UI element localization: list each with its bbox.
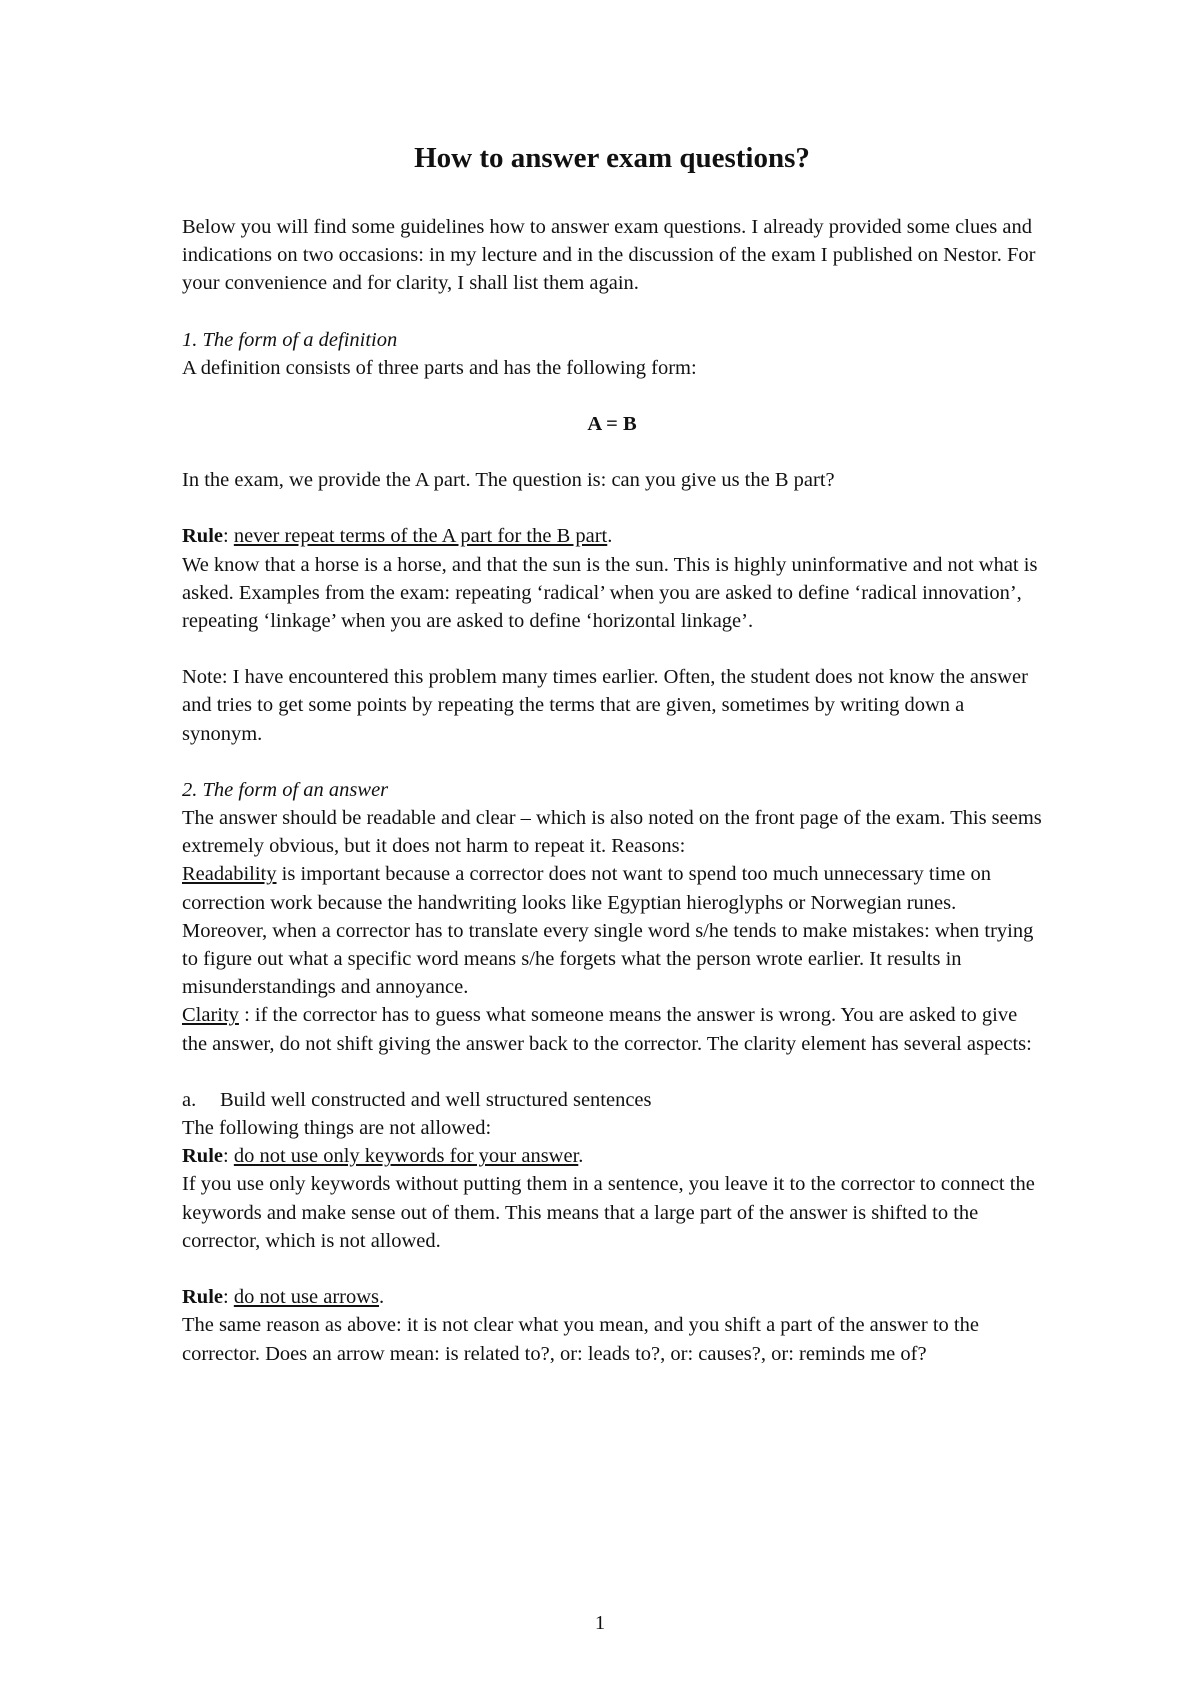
spacer bbox=[182, 298, 1042, 326]
rule-end: . bbox=[607, 525, 613, 548]
readability-label: Readability bbox=[182, 863, 277, 886]
clarity-paragraph bbox=[182, 1001, 1042, 1057]
list-item-a bbox=[182, 1086, 1042, 1114]
section-1-text: A definition consists of three parts and has the following form: bbox=[182, 356, 697, 379]
rule-label: Rule bbox=[182, 525, 223, 548]
readability-paragraph bbox=[182, 860, 1042, 1001]
clarity-label: Clarity bbox=[182, 1004, 239, 1027]
readability-text: is important because a corrector does not want to spend too much unnecessary time on correction work because the handwriting looks like Egyptian hieroglyphs or Norwegian runes. Moreover, when a corrector has to translate every single word s/he tends to make mistakes: when trying to figure out what a specific word means s/he forgets what the person wrote earlier. It results in misunderstandings and annoyance. bbox=[182, 863, 1034, 999]
section-1-rule bbox=[182, 522, 1042, 550]
list-item-letter: a. bbox=[182, 1088, 197, 1111]
section-1-question: In the exam, we provide the A part. The question is: can you give us the B part? bbox=[182, 469, 835, 492]
clarity-text: : if the corrector has to guess what someone means the answer is wrong. You are asked to give the answer, do not shift giving the answer back to the corrector. The clarity element has several aspects: bbox=[182, 1004, 1032, 1055]
rule-separator: : bbox=[223, 525, 234, 548]
section-1-explanation: We know that a horse is a horse, and that the sun is the sun. This is highly uninformative and not what is asked. Examples from the exam: repeating ‘radical’ when you are asked to define ‘radical innovation’, repeating ‘linkage’ when you are asked to define ‘horizontal linkage’. bbox=[182, 553, 1038, 633]
rule-label: Rule bbox=[182, 1145, 223, 1168]
rule-label: Rule bbox=[182, 1286, 223, 1309]
rule-separator: : bbox=[223, 1286, 234, 1309]
rule-text: never repeat terms of the A part for the B part bbox=[233, 525, 608, 548]
spacer bbox=[182, 382, 1042, 410]
spacer bbox=[182, 748, 1042, 776]
section-2-heading: 2. The form of an answer bbox=[182, 778, 389, 801]
rule-text: do not use arrows bbox=[233, 1286, 380, 1309]
list-item-text: Build well constructed and well structured sentences bbox=[220, 1088, 652, 1111]
rule-arrows bbox=[182, 1283, 1042, 1311]
section-2-text: The answer should be readable and clear – which is also noted on the front page of the exam. This seems extremely obvious, but it does not harm to repeat it. Reasons: bbox=[182, 807, 1042, 858]
section-1-note: Note: I have encountered this problem many times earlier. Often, the student does not know the answer and tries to get some points by repeating the terms that are given, sometimes by writing down a synonym. bbox=[182, 666, 1028, 745]
spacer bbox=[182, 494, 1042, 522]
rule-separator: : bbox=[223, 1145, 234, 1168]
page-number: 1 bbox=[594, 1612, 606, 1634]
section-1-heading: 1. The form of a definition bbox=[182, 328, 398, 351]
definition-formula: A = B bbox=[587, 413, 637, 436]
spacer bbox=[182, 1255, 1042, 1283]
rule-end: . bbox=[578, 1145, 584, 1168]
spacer bbox=[182, 1058, 1042, 1086]
rule-end: . bbox=[379, 1286, 385, 1309]
document-title: How to answer exam questions? bbox=[414, 142, 810, 174]
rule-arrows-explanation: The same reason as above: it is not clear what you mean, and you shift a part of the answer to the corrector. Does an arrow mean: is related to?, or: leads to?, or: causes?, or: reminds me of? bbox=[182, 1314, 979, 1365]
rule-keywords-explanation: If you use only keywords without putting them in a sentence, you leave it to the corrector to connect the keywords and make sense out of them. This means that a large part of the answer is shifted to the corrector, which is not allowed. bbox=[182, 1173, 1035, 1252]
intro-paragraph: Below you will find some guidelines how to answer exam questions. I already provided some clues and indications on two occasions: in my lecture and in the discussion of the exam I published on Nestor. For your convenience and for clarity, I shall list them again. bbox=[182, 216, 1036, 295]
not-allowed-text: The following things are not allowed: bbox=[182, 1117, 492, 1140]
rule-keywords bbox=[182, 1142, 1042, 1170]
rule-text: do not use only keywords for your answer bbox=[233, 1145, 579, 1168]
document-page bbox=[182, 140, 1042, 1368]
spacer bbox=[182, 438, 1042, 466]
spacer bbox=[182, 635, 1042, 663]
